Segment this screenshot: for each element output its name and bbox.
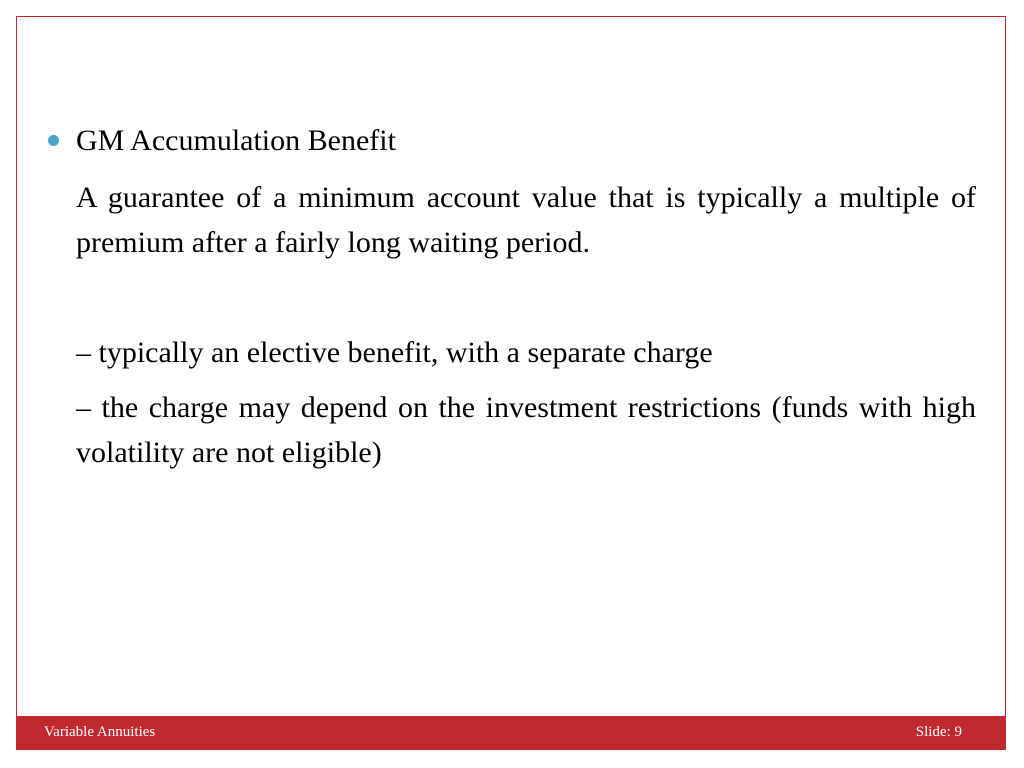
- note-charge: – the charge may depend on the investment restrictions (funds with high volatility are not eligible): [76, 391, 976, 469]
- slide-number: Slide: 9: [915, 724, 962, 740]
- bullet-icon: [48, 135, 59, 146]
- note-elective: – typically an elective benefit, with a separate charge: [76, 336, 713, 369]
- slide-content: [48, 118, 976, 475]
- heading-text: GM Accumulation Benefit: [76, 124, 396, 157]
- footer-bar: [16, 716, 1006, 750]
- bullet-heading: [48, 118, 976, 163]
- description-paragraph: A guarantee of a minimum account value that is typically a multiple of premium after a fairly long waiting period.: [76, 181, 976, 259]
- footer-title: Variable Annuities: [44, 724, 156, 740]
